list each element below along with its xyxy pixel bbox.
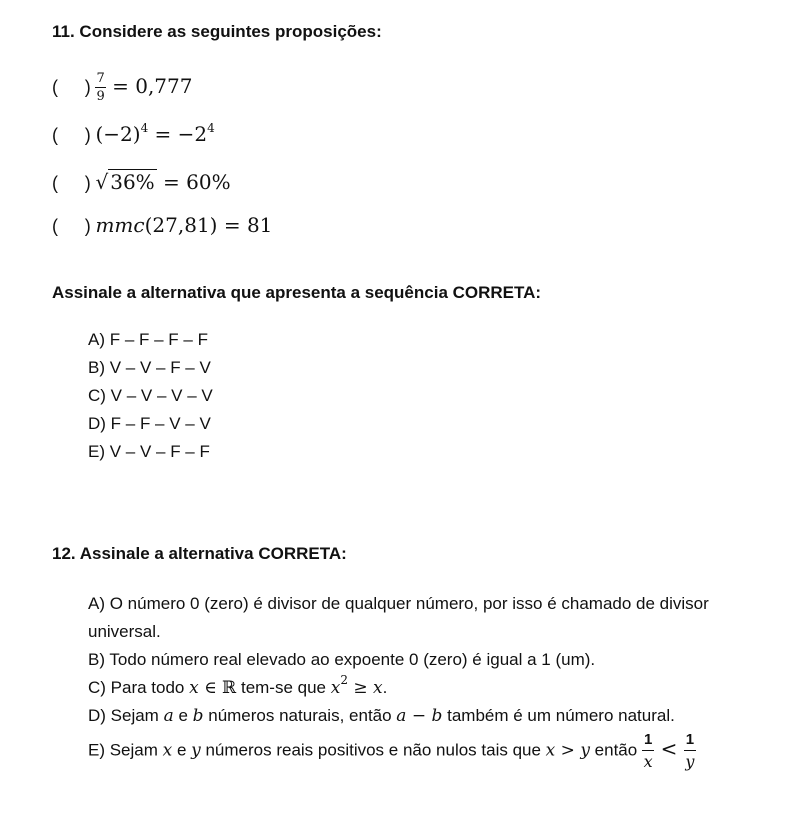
fraction-1-y <box>684 732 696 770</box>
text: então <box>589 740 642 760</box>
var-x: x <box>162 740 173 761</box>
paren-open: ( <box>52 77 58 97</box>
text: tem-se que <box>236 678 331 697</box>
proposition-2 <box>52 122 215 146</box>
sqrt-icon: √ <box>95 170 109 194</box>
q12-title: 12. Assinale a alternativa CORRETA: <box>52 544 347 563</box>
text: números naturais, então <box>203 706 397 725</box>
fraction-1-x <box>642 732 654 770</box>
q12-option-c <box>88 673 388 698</box>
radicand: 36% <box>110 170 155 194</box>
paren-close: ) <box>84 125 91 145</box>
minus-symbol: − <box>406 706 432 726</box>
paren-open: ( <box>52 125 58 145</box>
option-b: B) V – V – F – V <box>88 358 211 377</box>
real-numbers-symbol: ℝ <box>222 678 237 698</box>
q12-option-e <box>88 732 696 770</box>
option-d: D) F – F – V – V <box>88 414 211 433</box>
var-x: x <box>373 678 383 698</box>
text: . <box>382 678 388 697</box>
proposition-2-base: (−2) <box>95 122 141 146</box>
text: e <box>173 706 193 725</box>
text: C) Para todo <box>88 678 190 697</box>
exponent: 2 <box>340 673 348 687</box>
option-a: A) F – F – F – F <box>88 330 208 349</box>
text: E) Sejam <box>88 740 163 760</box>
q11-title: 11. Considere as seguintes proposições: <box>52 22 382 41</box>
fraction-numerator: 1 <box>685 731 695 748</box>
fraction-denominator: y <box>685 752 695 771</box>
proposition-1 <box>52 72 192 103</box>
proposition-3 <box>52 170 231 194</box>
text: e <box>172 740 192 760</box>
gt-symbol: > <box>555 740 581 761</box>
text: números reais positivos e não nulos tais que <box>200 740 546 760</box>
option-c: C) V – V – V – V <box>88 386 213 405</box>
proposition-2-mid: = −2 <box>148 122 208 146</box>
q12-option-d <box>88 706 675 726</box>
q11-instruction: Assinale a alternativa que apresenta a sequência CORRETA: <box>52 283 542 302</box>
paren-close: ) <box>84 216 91 236</box>
paren-open: ( <box>52 216 58 236</box>
var-x: x <box>330 678 341 698</box>
lt-symbol: < <box>654 736 684 761</box>
q12-option-b: B) Todo número real elevado ao expoente 0 (zero) é igual a 1 (um). <box>88 650 596 669</box>
proposition-3-rest: = 60% <box>156 170 231 194</box>
fraction-denominator: 9 <box>96 89 105 104</box>
var-a: a <box>396 706 407 726</box>
proposition-4 <box>52 213 272 237</box>
proposition-4-rest: (27,81) = 81 <box>144 213 273 237</box>
exponent: 4 <box>140 121 149 135</box>
var-y: y <box>580 740 590 761</box>
fraction-numerator: 7 <box>96 71 105 86</box>
paren-open: ( <box>52 173 58 193</box>
var-a: a <box>163 706 174 726</box>
proposition-1-rest: = 0,777 <box>105 74 193 98</box>
var-b: b <box>192 706 204 726</box>
paren-close: ) <box>84 173 91 193</box>
var-x: x <box>189 678 199 698</box>
paren-close: ) <box>84 77 91 97</box>
option-e: E) V – V – F – F <box>88 442 210 461</box>
text: D) Sejam <box>88 706 164 725</box>
fraction-7-9 <box>95 72 105 103</box>
q12-option-a-line2: universal. <box>88 622 161 641</box>
text: também é um número natural. <box>442 706 675 725</box>
mmc-function: mmc <box>95 213 145 237</box>
fraction-numerator: 1 <box>643 731 653 748</box>
var-x: x <box>545 740 556 761</box>
fraction-denominator: x <box>643 752 653 771</box>
ge-symbol: ≥ <box>347 678 374 698</box>
var-y: y <box>191 740 201 761</box>
var-b: b <box>431 706 443 726</box>
element-of-symbol: ∈ <box>198 678 223 698</box>
exponent: 4 <box>207 121 215 135</box>
q12-option-a-line1: A) O número 0 (zero) é divisor de qualquer número, por isso é chamado de divisor <box>88 594 709 613</box>
